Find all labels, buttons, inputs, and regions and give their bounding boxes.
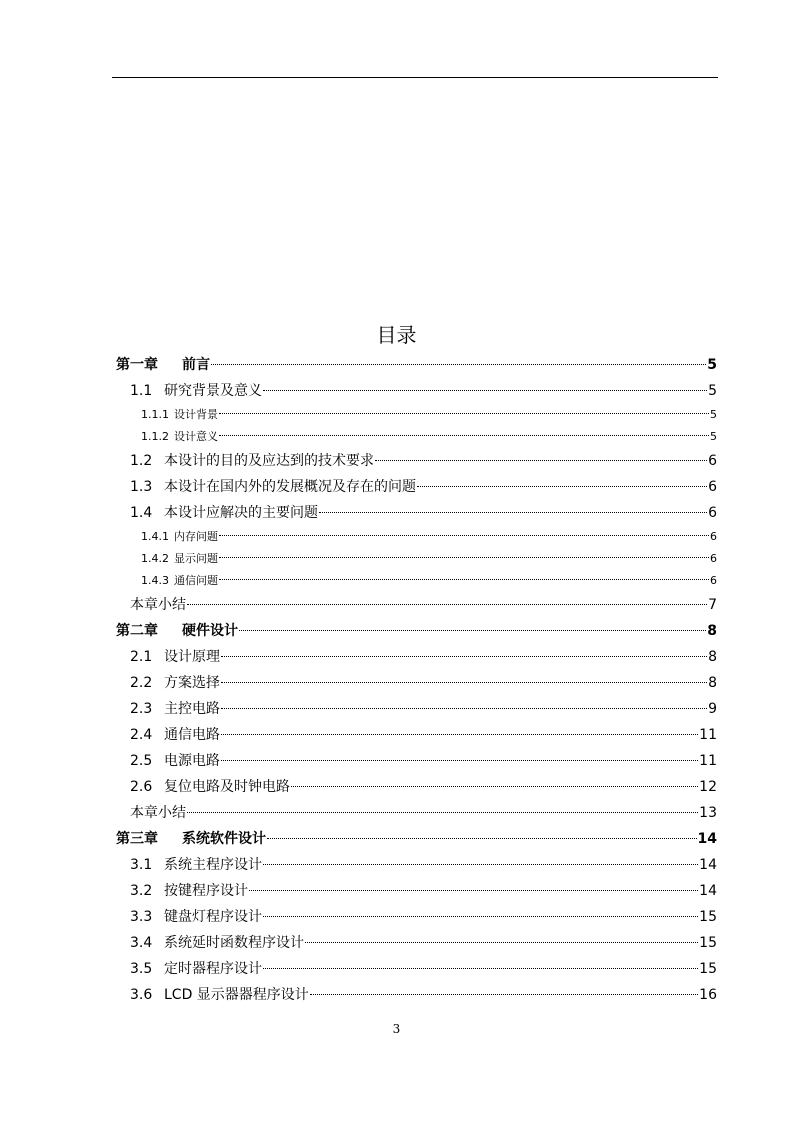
- toc-dot-leader: [211, 363, 706, 365]
- toc-entry-label: 显示问题: [174, 552, 218, 565]
- toc-entry[interactable]: [112, 378, 718, 404]
- toc-entry-number: 1.3: [130, 479, 153, 495]
- toc-dot-leader: [267, 837, 697, 839]
- toc-entry-label: 本设计的目的及应达到的技术要求: [164, 453, 374, 469]
- toc-entry-page: 8: [708, 649, 717, 665]
- toc-entry[interactable]: [112, 448, 718, 474]
- toc-entry-number: 2.6: [130, 779, 153, 795]
- toc-entry-number: 1.4.2: [141, 552, 169, 565]
- toc-entry-page: 13: [699, 805, 717, 821]
- toc-entry-number: 1.4.1: [141, 530, 169, 543]
- toc-dot-leader: [187, 603, 707, 605]
- toc-entry[interactable]: [112, 352, 718, 378]
- toc-title: 目录: [376, 323, 417, 347]
- toc-entry-number: 3.4: [130, 935, 153, 951]
- toc-entry-page: 15: [699, 909, 717, 925]
- toc-entry[interactable]: [112, 548, 718, 570]
- toc-dot-leader: [221, 707, 707, 709]
- toc-entry-number: 3.6: [130, 987, 153, 1003]
- toc-entry[interactable]: [112, 570, 718, 592]
- toc-entry-label: LCD 显示器器程序设计: [164, 987, 309, 1003]
- toc-entry-number: 第一章: [116, 357, 158, 373]
- toc-entry-page: 7: [708, 597, 717, 613]
- toc-entry[interactable]: [112, 592, 718, 618]
- toc-entry[interactable]: [112, 774, 718, 800]
- toc-dot-leader: [263, 915, 698, 917]
- toc-dot-leader: [263, 863, 698, 865]
- toc-entry-page: 5: [710, 430, 717, 443]
- toc-entry-number: 3.1: [130, 857, 153, 873]
- toc-entry-label: 本章小结: [130, 597, 186, 613]
- toc-entry[interactable]: [112, 696, 718, 722]
- table-of-contents: [112, 352, 718, 1008]
- toc-entry-label: 本章小结: [130, 805, 186, 821]
- toc-entry-label: 前言: [182, 357, 210, 373]
- toc-entry[interactable]: [112, 500, 718, 526]
- toc-entry-number: 1.1.1: [141, 408, 169, 421]
- toc-dot-leader: [417, 485, 707, 487]
- toc-dot-leader: [219, 534, 709, 536]
- toc-entry-label: 按键程序设计: [164, 883, 248, 899]
- toc-entry-number: 2.4: [130, 727, 153, 743]
- toc-entry-number: 1.2: [130, 453, 153, 469]
- toc-entry-label: 设计原理: [164, 649, 220, 665]
- toc-entry-label: 定时器程序设计: [164, 961, 262, 977]
- toc-entry-page: 6: [710, 552, 717, 565]
- toc-dot-leader: [249, 889, 698, 891]
- toc-entry[interactable]: [112, 956, 718, 982]
- toc-dot-leader: [221, 759, 698, 761]
- toc-entry[interactable]: [112, 930, 718, 956]
- toc-dot-leader: [221, 733, 698, 735]
- toc-dot-leader: [221, 655, 707, 657]
- toc-entry-page: 15: [699, 935, 717, 951]
- toc-entry-number: 2.5: [130, 753, 153, 769]
- toc-entry-page: 14: [697, 831, 717, 847]
- toc-dot-leader: [219, 412, 709, 414]
- toc-entry-page: 9: [708, 701, 717, 717]
- toc-entry-page: 14: [699, 857, 717, 873]
- toc-entry-label: 复位电路及时钟电路: [164, 779, 290, 795]
- toc-entry-number: 1.1: [130, 383, 153, 399]
- toc-entry-label: 研究背景及意义: [164, 383, 262, 399]
- toc-entry[interactable]: [112, 526, 718, 548]
- toc-dot-leader: [219, 434, 709, 436]
- toc-entry-label: 电源电路: [164, 753, 220, 769]
- toc-entry-page: 11: [699, 753, 717, 769]
- toc-entry[interactable]: [112, 826, 718, 852]
- toc-dot-leader: [305, 941, 698, 943]
- toc-entry[interactable]: [112, 852, 718, 878]
- toc-entry[interactable]: [112, 878, 718, 904]
- toc-entry-page: 6: [710, 574, 717, 587]
- toc-entry[interactable]: [112, 404, 718, 426]
- toc-entry-page: 11: [699, 727, 717, 743]
- header-rule: [112, 77, 718, 78]
- toc-dot-leader: [219, 578, 709, 580]
- toc-entry-label: 主控电路: [164, 701, 220, 717]
- toc-entry-page: 5: [707, 357, 717, 373]
- toc-entry-label: 通信电路: [164, 727, 220, 743]
- toc-entry[interactable]: [112, 722, 718, 748]
- toc-entry-label: 设计背景: [174, 408, 218, 421]
- toc-entry-page: 8: [707, 623, 717, 639]
- toc-dot-leader: [319, 511, 707, 513]
- toc-entry-label: 系统主程序设计: [164, 857, 262, 873]
- toc-entry-label: 硬件设计: [182, 623, 238, 639]
- toc-entry-number: 1.4.3: [141, 574, 169, 587]
- footer-page-number: 3: [392, 1022, 401, 1036]
- toc-entry-page: 8: [708, 675, 717, 691]
- toc-entry-label: 通信问题: [174, 574, 218, 587]
- toc-entry-number: 3.5: [130, 961, 153, 977]
- toc-entry-number: 第二章: [116, 623, 158, 639]
- toc-entry-page: 5: [708, 383, 717, 399]
- toc-dot-leader: [239, 629, 706, 631]
- toc-entry-number: 3.2: [130, 883, 153, 899]
- toc-entry[interactable]: [112, 618, 718, 644]
- toc-entry-label: 内存问题: [174, 530, 218, 543]
- toc-entry-number: 2.2: [130, 675, 153, 691]
- toc-entry-page: 16: [699, 987, 717, 1003]
- toc-dot-leader: [263, 389, 707, 391]
- toc-dot-leader: [291, 785, 698, 787]
- toc-entry[interactable]: [112, 474, 718, 500]
- toc-entry-page: 15: [699, 961, 717, 977]
- toc-entry[interactable]: [112, 644, 718, 670]
- toc-entry-number: 2.1: [130, 649, 153, 665]
- toc-dot-leader: [263, 967, 698, 969]
- toc-entry-label: 设计意义: [174, 430, 218, 443]
- toc-entry-page: 6: [708, 453, 717, 469]
- toc-entry-page: 6: [708, 505, 717, 521]
- toc-entry[interactable]: [112, 748, 718, 774]
- toc-entry[interactable]: [112, 670, 718, 696]
- toc-entry-label: 本设计应解决的主要问题: [164, 505, 318, 521]
- toc-entry-label: 本设计在国内外的发展概况及存在的问题: [164, 479, 416, 495]
- toc-entry-page: 5: [710, 408, 717, 421]
- toc-entry-label: 键盘灯程序设计: [164, 909, 262, 925]
- toc-entry-page: 12: [699, 779, 717, 795]
- toc-entry[interactable]: [112, 982, 718, 1008]
- toc-entry[interactable]: [112, 426, 718, 448]
- toc-dot-leader: [187, 811, 698, 813]
- toc-dot-leader: [221, 681, 707, 683]
- toc-entry-number: 1.1.2: [141, 430, 169, 443]
- toc-entry-number: 1.4: [130, 505, 153, 521]
- toc-entry[interactable]: [112, 800, 718, 826]
- toc-entry-label: 系统软件设计: [182, 831, 266, 847]
- toc-entry-page: 14: [699, 883, 717, 899]
- toc-dot-leader: [375, 459, 707, 461]
- toc-dot-leader: [219, 556, 709, 558]
- toc-entry-number: 第三章: [116, 831, 158, 847]
- toc-entry-label: 系统延时函数程序设计: [164, 935, 304, 951]
- toc-entry-page: 6: [710, 530, 717, 543]
- toc-dot-leader: [310, 993, 698, 995]
- toc-entry[interactable]: [112, 904, 718, 930]
- toc-entry-number: 2.3: [130, 701, 153, 717]
- toc-entry-number: 3.3: [130, 909, 153, 925]
- toc-entry-label: 方案选择: [164, 675, 220, 691]
- toc-entry-page: 6: [708, 479, 717, 495]
